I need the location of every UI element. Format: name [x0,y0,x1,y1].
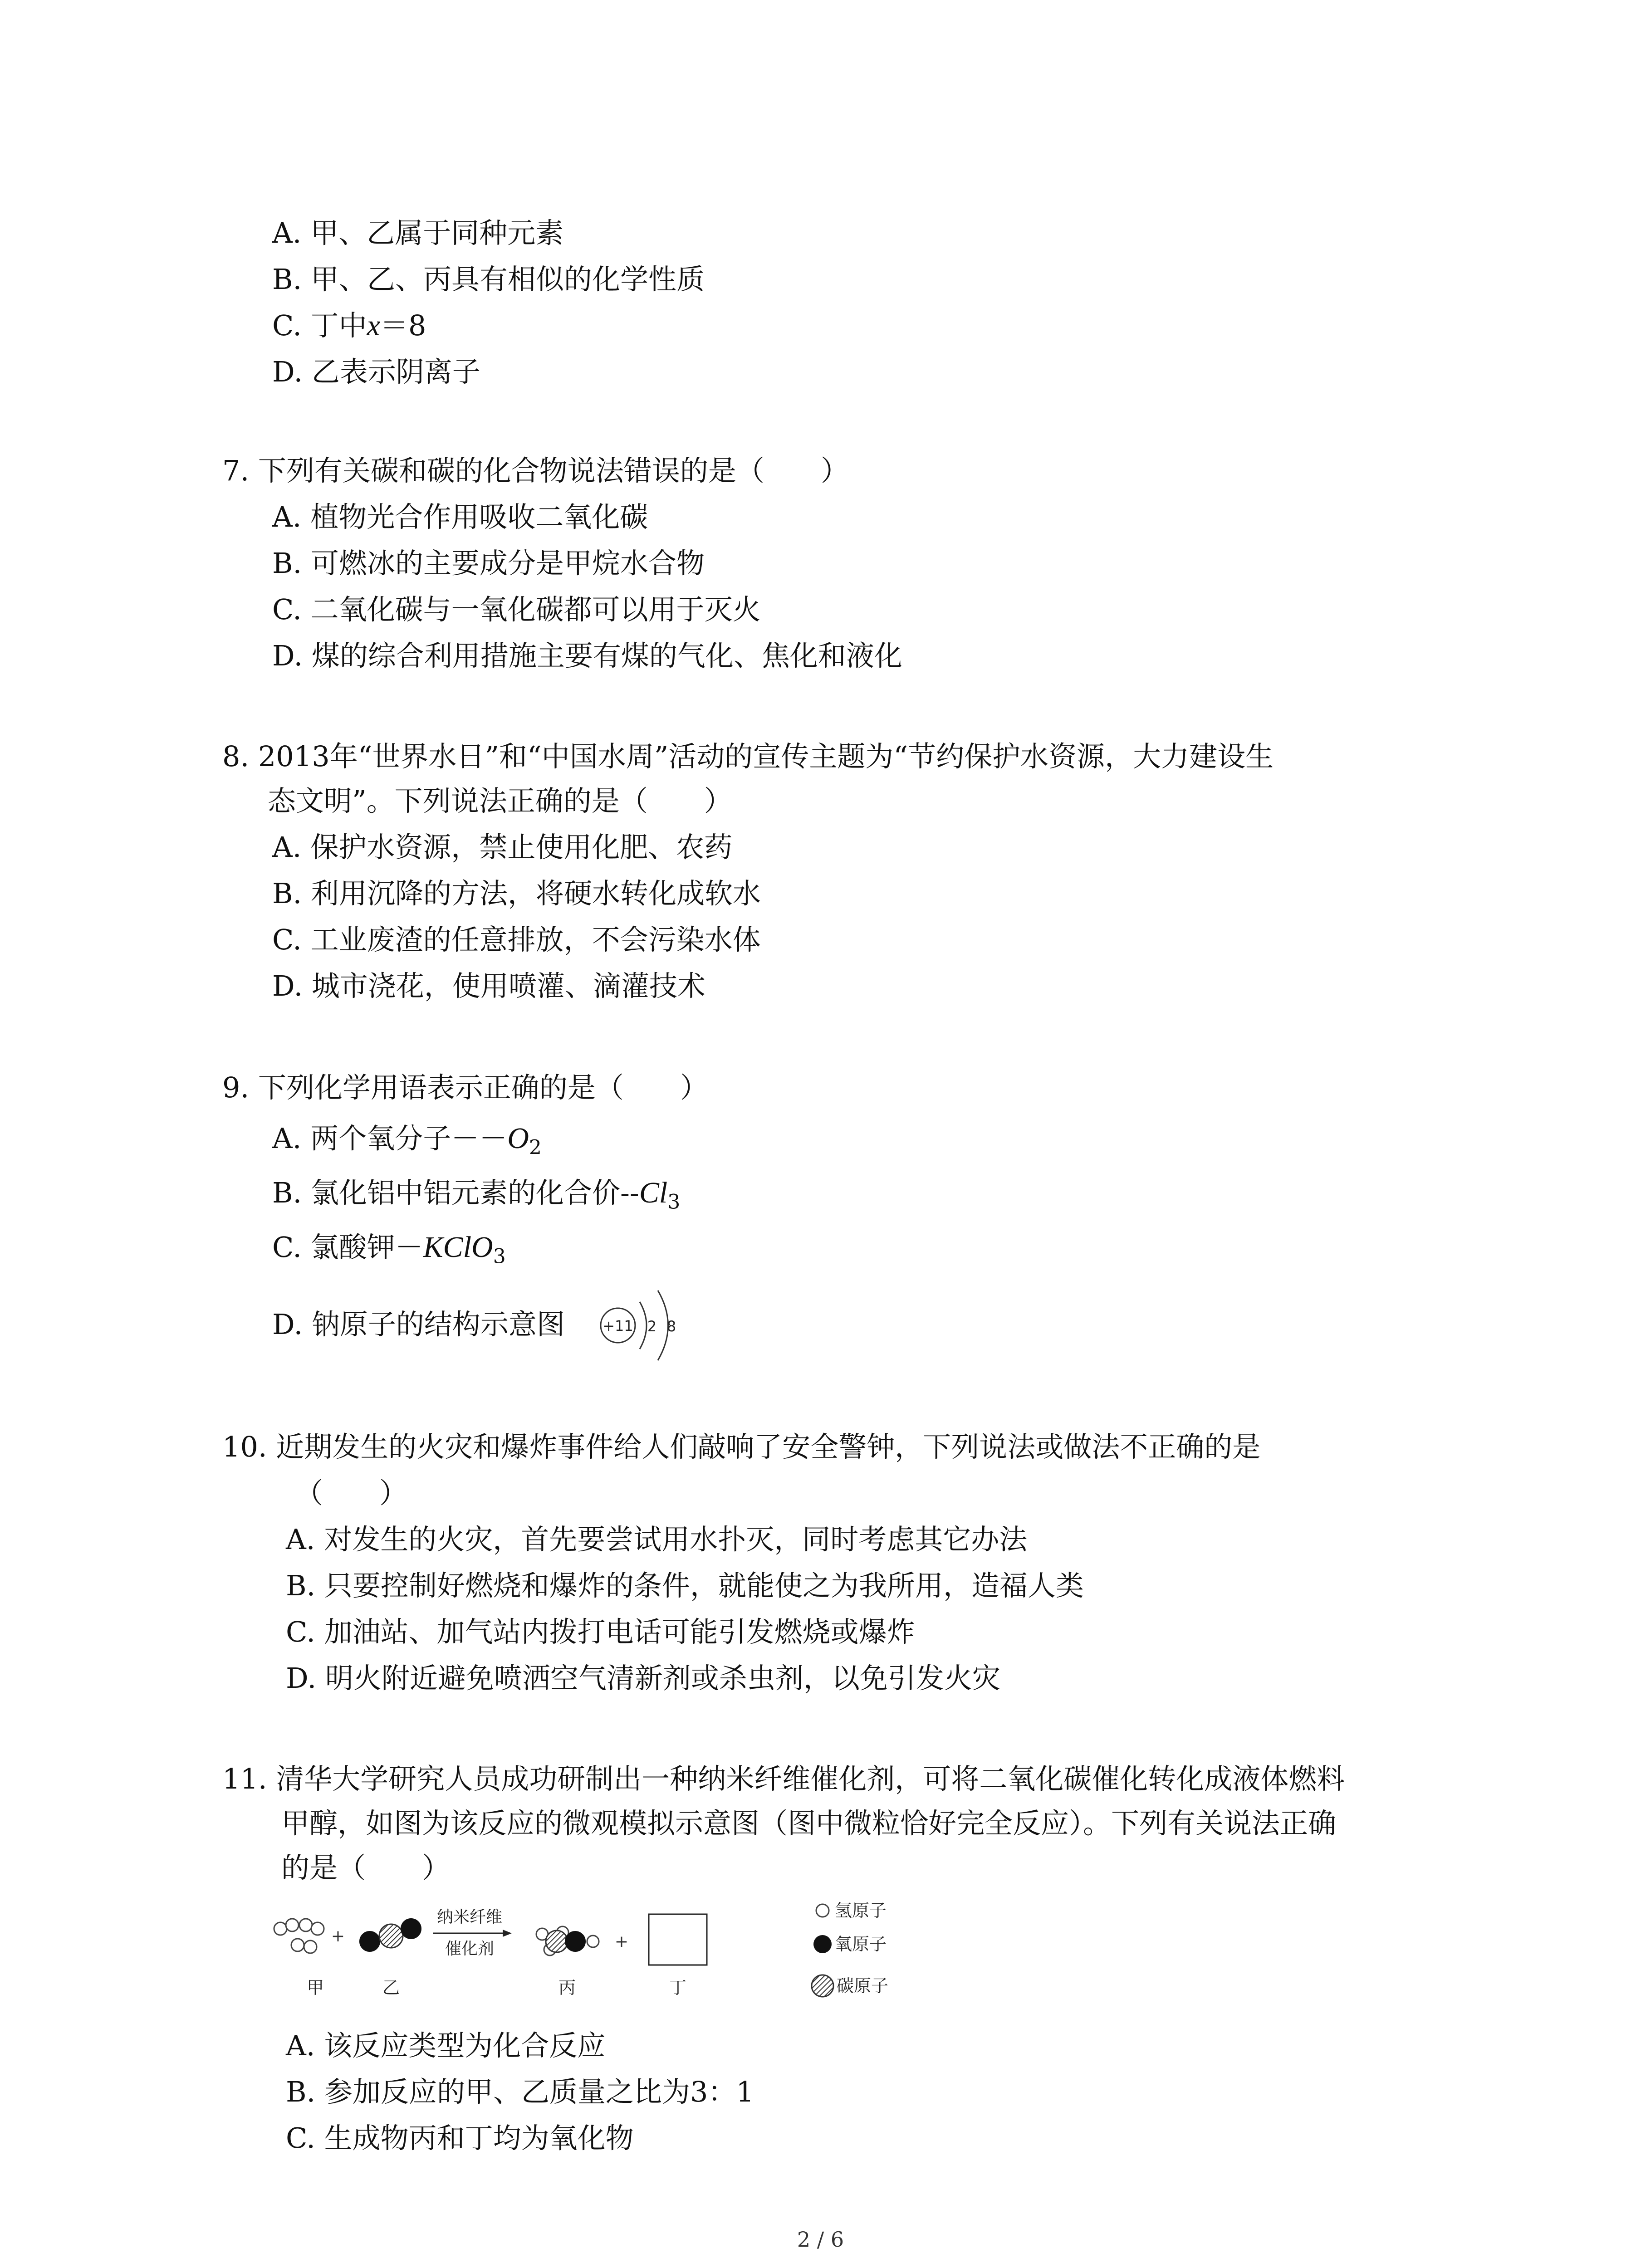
q11-option-c: C. 生成物丙和丁均为氧化物 [286,2121,634,2155]
q8-option-a: A. 保护水资源，禁止使用化肥、农药 [272,831,733,864]
product-ding-box [649,1914,707,1965]
q6-option-c-text: C. 丁中 [272,309,367,342]
q11-stem-line1: 11. 清华大学研究人员成功研制出一种纳米纤维催化剂，可将二氧化碳催化转化成液体燃料 [222,1762,1345,1795]
catalyst-label-top: 纳米纤维 [436,1908,503,1926]
nucleus-charge: +11 [603,1317,633,1334]
page-number: 2 / 6 [797,2227,844,2252]
sodium-atom-diagram [590,1275,694,1370]
plus-sign-1: + [331,1927,345,1945]
label-yi: 乙 [382,1978,400,1998]
product-bing-methanol-molecule [536,1926,599,1955]
q9-option-a [272,1120,542,1166]
legend-hydrogen-marker [816,1904,829,1917]
reaction-diagram [272,1896,916,2028]
label-bing: 丙 [558,1978,576,1998]
q8-stem-line1: 8. 2013年“世界水日”和“中国水周”活动的宣传主题为“节约保护水资源，大力建设生 [222,740,1274,773]
reaction-arrow-head [503,1930,512,1937]
q8-option-d: D. 城市浇花，使用喷灌、滴灌技术 [272,969,705,1002]
q11-stem-line3: 的是（ ） [281,1851,451,1884]
q6-option-c-value: ＝8 [380,309,426,342]
q9-stem: 9. 下列化学用语表示正确的是（ ） [222,1071,708,1104]
q11-stem-line2: 甲醇，如图为该反应的微观模拟示意图（图中微粒恰好完全反应）。下列有关说法正确 [281,1807,1337,1840]
q6-option-c [272,308,426,344]
q9-option-a-text: A. 两个氧分子－－ [272,1122,508,1155]
q9-option-c [272,1229,506,1275]
q6-option-a: A. 甲、乙属于同种元素 [272,216,564,249]
reactant-jia-hydrogen-molecules [274,1919,324,1953]
q10-stem-line1: 10. 近期发生的火灾和爆炸事件给人们敲响了安全警钟，下列说法或做法不正确的是 [222,1430,1261,1463]
q9-option-b-text: B. 氯化铝中铝元素的化合价-- [272,1176,639,1209]
atom-legend [812,1901,888,1997]
q6-option-c-var: x [367,309,380,342]
q9-option-b-formula: Cl [639,1176,668,1209]
q9-option-c-text: C. 氯酸钾－ [272,1231,423,1264]
q6-option-b: B. 甲、乙、丙具有相似的化学性质 [272,263,705,296]
label-ding: 丁 [669,1978,687,1998]
q9-option-b [272,1175,680,1220]
q11-option-b: B. 参加反应的甲、乙质量之比为3：1 [286,2075,754,2108]
q7-stem: 7. 下列有关碳和碳的化合物说法错误的是（ ） [222,454,849,487]
q8-option-b: B. 利用沉降的方法，将硬水转化成软水 [272,877,761,910]
q10-option-b: B. 只要控制好燃烧和爆炸的条件，就能使之为我所用，造福人类 [286,1569,1084,1602]
q10-option-c: C. 加油站、加气站内拨打电话可能引发燃烧或爆炸 [286,1615,915,1648]
catalyst-label-bottom: 催化剂 [445,1940,495,1958]
q9-option-b-subscript: 3 [667,1190,681,1214]
q8-stem-line2: 态文明”。下列说法正确的是（ ） [268,784,732,817]
q7-option-a: A. 植物光合作用吸收二氧化碳 [272,500,648,533]
reactant-yi-co2-molecule [360,1919,421,1951]
electron-shell-1 [640,1302,647,1349]
q10-stem-line2: （ ） [295,1476,408,1510]
q10-option-a: A. 对发生的火灾，首先要尝试用水扑灭，同时考虑其它办法 [286,1523,1028,1556]
shell-1-electrons: 2 [647,1318,657,1335]
q8-option-c: C. 工业废渣的任意排放，不会污染水体 [272,923,761,956]
legend-oxygen-label: 氧原子 [835,1934,887,1954]
legend-hydrogen-label: 氢原子 [835,1901,887,1921]
q9-option-d: D. 钠原子的结构示意图 [272,1308,565,1341]
q9-option-a-formula: O [507,1122,529,1155]
q7-option-b: B. 可燃冰的主要成分是甲烷水合物 [272,547,705,580]
q7-option-d: D. 煤的综合利用措施主要有煤的气化、焦化和液化 [272,639,902,672]
q6-option-d: D. 乙表示阴离子 [272,355,480,388]
shell-2-electrons: 8 [666,1318,676,1335]
q11-option-a: A. 该反应类型为化合反应 [286,2029,606,2062]
q7-option-c: C. 二氧化碳与一氧化碳都可以用于灭火 [272,593,761,626]
legend-carbon-label: 碳原子 [837,1976,889,1996]
q9-option-c-formula: KClO [423,1231,493,1264]
label-jia: 甲 [306,1978,324,1998]
q9-option-a-subscript: 2 [529,1136,542,1159]
q9-option-c-subscript: 3 [493,1245,506,1268]
q10-option-d: D. 明火附近避免喷洒空气清新剂或杀虫剂，以免引发火灾 [286,1662,1000,1695]
legend-carbon-marker [812,1975,833,1997]
legend-oxygen-marker [813,1935,832,1953]
plus-sign-2: + [614,1932,629,1951]
